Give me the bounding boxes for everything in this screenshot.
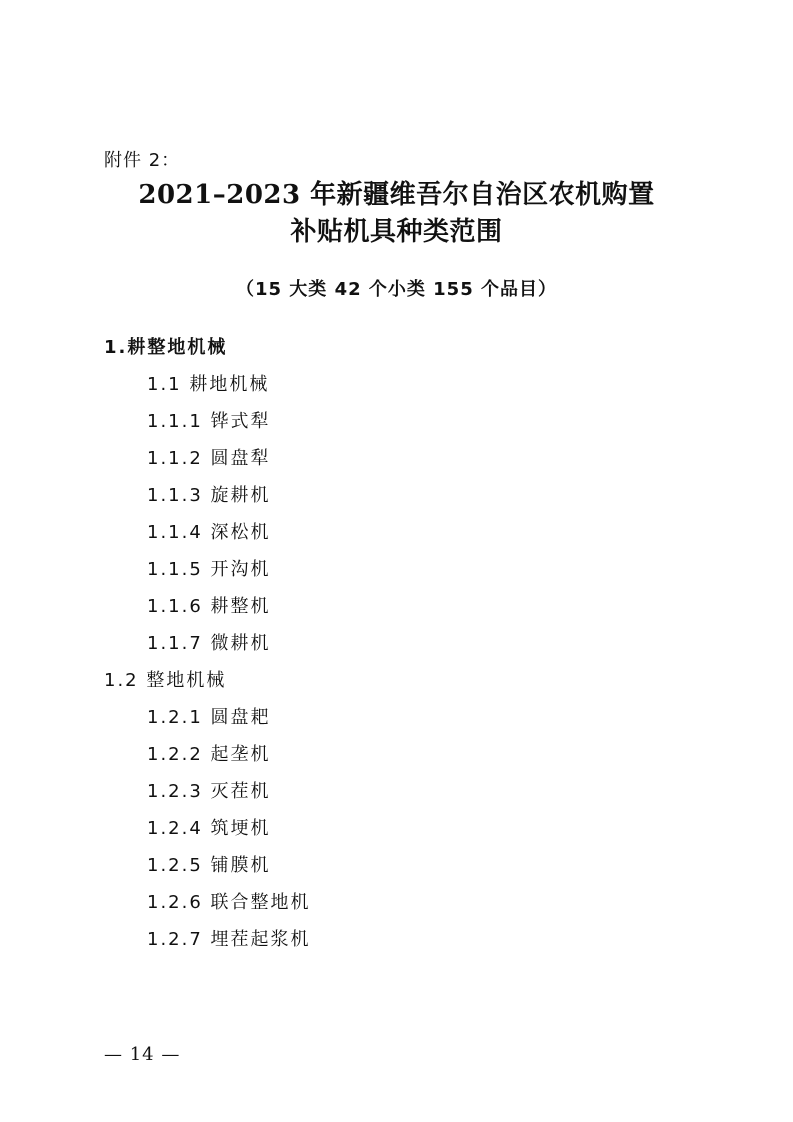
document-title-line-2: 补贴机具种类范围 <box>290 217 503 247</box>
list-item: 1.1.2 圆盘犁 <box>147 448 271 469</box>
list-item: 1.1.1 铧式犁 <box>147 411 271 432</box>
list-item: 1.2.3 灭茬机 <box>147 781 271 802</box>
attachment-label: 附件 2： <box>104 150 181 171</box>
list-item: 1.2.6 联合整地机 <box>147 892 311 913</box>
subclass-heading: 1.1 耕地机械 <box>147 374 270 395</box>
category-heading: 1.耕整地机械 <box>104 337 228 358</box>
list-item: 1.1.7 微耕机 <box>147 633 271 654</box>
document-title-line-1: 2021–2023 年新疆维吾尔自治区农机购置 <box>138 180 655 210</box>
list-item: 1.1.4 深松机 <box>147 522 271 543</box>
page-number: — 14 — <box>104 1044 181 1065</box>
list-item: 1.1.5 开沟机 <box>147 559 271 580</box>
list-item: 1.2.1 圆盘耙 <box>147 707 271 728</box>
list-item: 1.2.4 筑埂机 <box>147 818 271 839</box>
category-count-subtitle: （15 大类 42 个小类 155 个品目） <box>235 279 557 300</box>
list-item: 1.2.7 埋茬起浆机 <box>147 929 311 950</box>
list-item: 1.1.6 耕整机 <box>147 596 271 617</box>
list-item: 1.1.3 旋耕机 <box>147 485 271 506</box>
list-item: 1.2.2 起垄机 <box>147 744 271 765</box>
list-item: 1.2.5 铺膜机 <box>147 855 271 876</box>
subclass-heading: 1.2 整地机械 <box>104 670 227 691</box>
